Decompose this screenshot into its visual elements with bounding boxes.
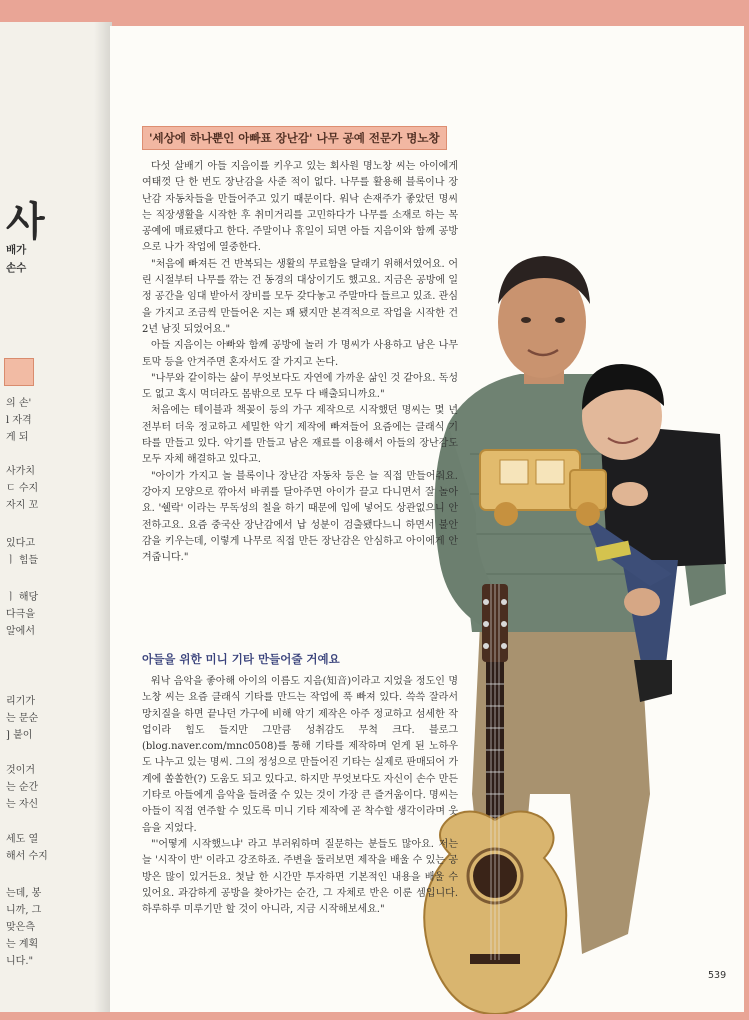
article-page [110,26,744,1012]
article-paragraph: "나무와 같이하는 삶이 무엇보다도 자연에 가까운 삶인 것 같아요. 독성도 없고 혹시 먹더라도 몸밖으로 모두 다 배출되니까요." [142,372,458,401]
text-fragment: 의 손' [6,398,32,409]
article-body-part-2 [142,674,458,918]
text-fragment: 니다." [6,956,34,967]
text-fragment: 것이거 [6,765,35,776]
text-fragment: 는데, 봉 [6,888,42,899]
father-son-guitar-photo [410,154,740,1014]
text-fragment: 해서 수지 [6,851,48,862]
text-fragment: ㅣ 해당 [6,592,39,603]
article-paragraph: "처음에 빠져든 건 반복되는 생활의 무료함을 달래기 위해서였어요. 어린 시절부터 나무를 깎는 건 동경의 대상이기도 했고요. 지금은 공방에 일정 공간을 임대 받아서 장비를 모두 갖다놓고 주말마다 들르고 있죠. 관심을 가지고 조금씩 만들어온 지는 꽤 됐지만 본격적으로 작업을 시작한 건 2년 남짓 되었어요." [142,258,458,335]
text-fragment: 자지 꼬 [6,500,39,511]
text-fragment: 사가치 [6,466,35,477]
article-body-part-1 [142,159,458,566]
text-fragment: ㄷ 수지 [6,483,39,494]
text-fragment: 세도 열 [6,834,39,845]
previous-page [0,22,112,1012]
text-fragment: 는 문순 [6,713,39,724]
previous-page-subtitle-line: 손수 [6,262,27,274]
page-number: 539 [708,970,727,981]
article-paragraph: 처음에는 테이블과 책꽂이 등의 가구 제작으로 시작했던 명씨는 몇 년 전부터 더욱 정교하고 세밀한 악기 제작에 빠져들어 요즘에는 클래식 기타를 만들고 있다. 악기를 만들고 남은 재료를 이용해서 아들의 장난감도 모두 자체 해결하고 있다고. [142,405,458,466]
article-paragraph: 워낙 음악을 좋아해 아이의 이름도 지음(知音)이라고 지었을 정도인 명노창 씨는 요즘 클래식 기타를 만드는 작업에 푹 빠져 있다. 쓱쓱 잘라서 망치질을 하면 끝나던 가구에 비해 악기 제작은 아주 정교하고 섬세한 작업이라 힘도 들지만 그만큼 성취감도 무척 크다. 블로그(blog.naver.com/mnc0508)를 통해 기타를 제작하며 얻게 된 노하우도 나누고 있는 명씨. 그의 정성으로 만들어진 기타는 실제로 판매되어 가계에 쏠쏠한(?) 도움도 되고 있다고. 하지만 무엇보다도 자신이 손수 만든 기타로 아들에게 음악을 들려줄 수 있는 것이 가장 큰 즐거움이다. 명씨는 아들이 직접 연주할 수 있도록 미니 기타 제작에 곧 착수할 생각이라며 웃음을 지었다. [142,676,458,834]
text-fragment: ㅣ 힘들 [6,555,39,566]
text-fragment: 는 계획 [6,939,39,950]
previous-page-heading: 사 [6,199,43,245]
article-paragraph: "'어떻게 시작했느냐' 라고 부러워하며 질문하는 분들도 많아요. 저는 늘 '시작이 반' 이라고 강조하죠. 주변을 둘러보면 제작을 배울 수 있는 공방은 많이 있거든요. 첫날 한 시간만 투자하면 기본적인 내용을 배울 수 있어요. 과감하게 공방을 찾아가는 순간, 그 자체로 반은 이룬 셈입니다. 하루하루 미루기만 할 것이 아니라, 지금 시작해보세요." [142,838,458,916]
text-fragment: 알에서 [6,626,35,637]
text-fragment: 리기가 [6,696,35,707]
article-paragraph: 아들 지음이는 아빠와 함께 공방에 놀러 가 명씨가 사용하고 남은 나무토막 등을 안겨주면 혼자서도 잘 가지고 논다. [142,340,458,368]
previous-page-label-bar [4,358,34,386]
section-subheading: 아들을 위한 미니 기타 만들어줄 거예요 [142,652,340,666]
text-fragment: 는 자신 [6,799,39,810]
text-fragment: 는 순간 [6,782,39,793]
text-fragment: 있다고 [6,538,35,549]
text-fragment: ] 붙이 [6,730,33,741]
text-fragment: 다극을 [6,609,35,620]
previous-page-subtitle-line: 배가 [6,244,27,256]
article-paragraph: "아이가 가지고 놀 블록이나 장난감 자동차 등은 늘 직접 만들어줘요. 강아지 모양으로 깎아서 바퀴를 달아주면 아이가 끌고 다니면서 잘 놀아요. '쉘락' 이라는 무독성의 칠을 하기 때문에 입에 넣어도 상관없으니 안전하고요. 요즘 중국산 장난감에서 납 성분이 검출됐다느니 하면서 불안감을 키우는데, 이렇게 나무로 직접 만든 장난감은 안심하고 아이에게 안겨줍니다." [142,470,458,564]
article-headline: '세상에 하나뿐인 아빠표 장난감' 나무 공예 전문가 명노창 [142,126,447,150]
text-fragment: 니까, 그 [6,905,42,916]
text-fragment: l 자격 [6,415,32,426]
article-paragraph: 다섯 살배기 아들 지음이를 키우고 있는 회사원 명노창 씨는 아이에게 여태껏 단 한 번도 장난감을 사준 적이 없다. 나무를 활용해 블록이나 장난감 자동차들을 만들어주고 있기 때문이다. 워낙 손재주가 좋았던 명씨는 직장생활을 시작한 후 취미거리를 고민하다가 나무를 소재로 하는 목공예에 매료됐다고 한다. 주말이나 휴일이 되면 아들 지음이와 함께 공방으로 나가 작업에 열중한다. [142,161,458,254]
text-fragment: 맞은측 [6,922,35,933]
text-fragment: 게 되 [6,432,29,443]
